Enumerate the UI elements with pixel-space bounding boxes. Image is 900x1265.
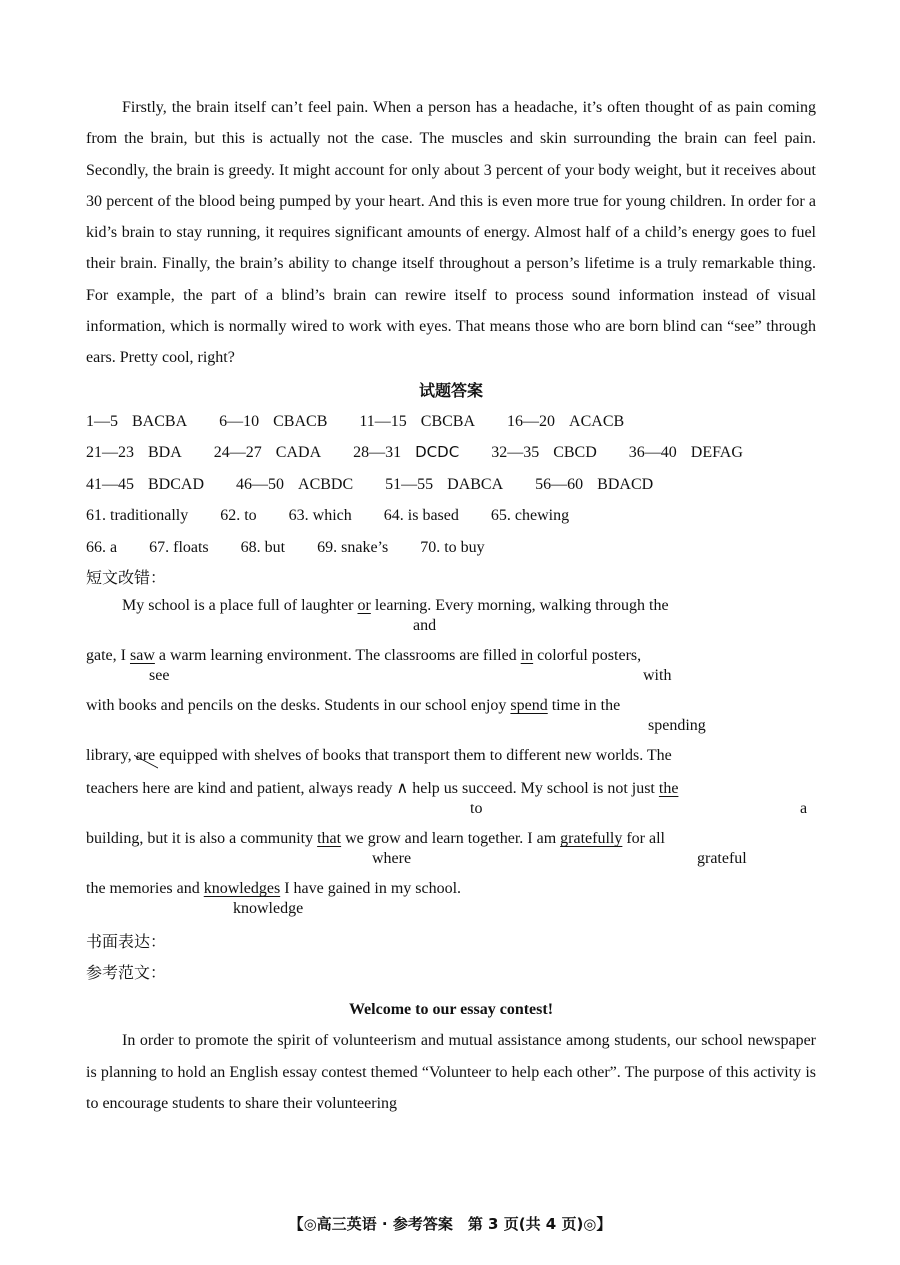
correction-fix: and: [413, 617, 437, 635]
writing-label: 书面表达：: [86, 934, 167, 952]
page-content: [86, 92, 816, 1120]
correction-fix: spending: [648, 717, 706, 735]
correction-fix: a: [800, 800, 808, 818]
correction-line-1: My school is a place full of laughter or learning. Every morning, walking through the and: [86, 594, 816, 644]
correction-line-4: library, are equipped with shelves of books that transport them to different new worlds. The: [86, 747, 672, 765]
correction-fix: see: [149, 667, 170, 685]
insert-caret: ∧: [396, 780, 409, 798]
error-correction: [86, 594, 816, 927]
correction-fix: to: [470, 800, 483, 818]
correction-fix: grateful: [697, 850, 747, 868]
reading-passage: Firstly, the brain itself can’t feel pain. When a person has a headache, it’s often thought of as pain coming from the brain, but this is actually not the case. The muscles and skin surrounding the brain can feel pain. Secondly, the brain is greedy. It might account for only about 3 percent of your body weight, but it receives about 30 percent of the blood being pumped by your heart. And this is even more true for young children. In order for a kid’s brain to stay running, it requires significant amounts of energy. Almost half of a child’s energy goes to fuel their brain. Finally, the brain’s ability to change itself throughout a person’s lifetime is a truly remarkable thing. For example, the part of a blind’s brain can rewire itself to process sound information instead of visual information, which is normally wired to work with eyes. That means those who are born blind can “see” through ears. Pretty cool, right?: [86, 99, 816, 367]
essay-title: Welcome to our essay contest!: [348, 1001, 554, 1019]
correction-fix: with: [643, 667, 672, 685]
answers-heading: 试题答案: [418, 382, 483, 400]
correction-line-7: the memories and knowledges I have gained in my school. knowledge: [86, 877, 816, 927]
answer-row-2: 21—23 BDA 24—27 CADA 28—31 DCDC 32—35 CBCD 36—40 DEFAG: [86, 443, 743, 462]
correction-line-6: building, but it is also a community that we grow and learn together. I am gratefully for all where grateful: [86, 827, 816, 877]
correction-fix: knowledge: [233, 900, 304, 918]
correction-fix: where: [372, 850, 412, 868]
deleted-word: are: [135, 747, 156, 765]
fill-row-1: 61. traditionally 62. to 63. which 64. is based 65. chewing: [86, 507, 570, 525]
correction-line-5: teachers here are kind and patient, always ready ∧ help us succeed. My school is not just the to a: [86, 777, 816, 827]
correction-line-2: gate, I saw a warm learning environment. The classrooms are filled in colorful posters, see with: [86, 644, 816, 694]
correction-line-3: with books and pencils on the desks. Students in our school enjoy spend time in the spending: [86, 694, 816, 744]
page-footer: 【◎高三英语 · 参考答案 第 3 页(共 4 页)◎】: [288, 1215, 612, 1233]
correction-label: 短文改错：: [86, 570, 167, 588]
answer-row-1: 1—5 BACBA 6—10 CBACB 11—15 CBCBA 16—20 ACACB: [86, 412, 625, 430]
answer-row-3: 41—45 BDCAD 46—50 ACBDC 51—55 DABCA 56—60 BDACD: [86, 475, 654, 493]
sample-label: 参考范文：: [86, 965, 167, 983]
answer-key: [86, 406, 816, 564]
essay-text: In order to promote the spirit of volunteerism and mutual assistance among students, our school newspaper is planning to hold an English essay contest themed “Volunteer to help each other”. The purpose of this activity is to encourage students to share their volunteering: [86, 1032, 816, 1113]
fill-row-2: 66. a 67. floats 68. but 69. snake’s 70. to buy: [86, 538, 485, 556]
